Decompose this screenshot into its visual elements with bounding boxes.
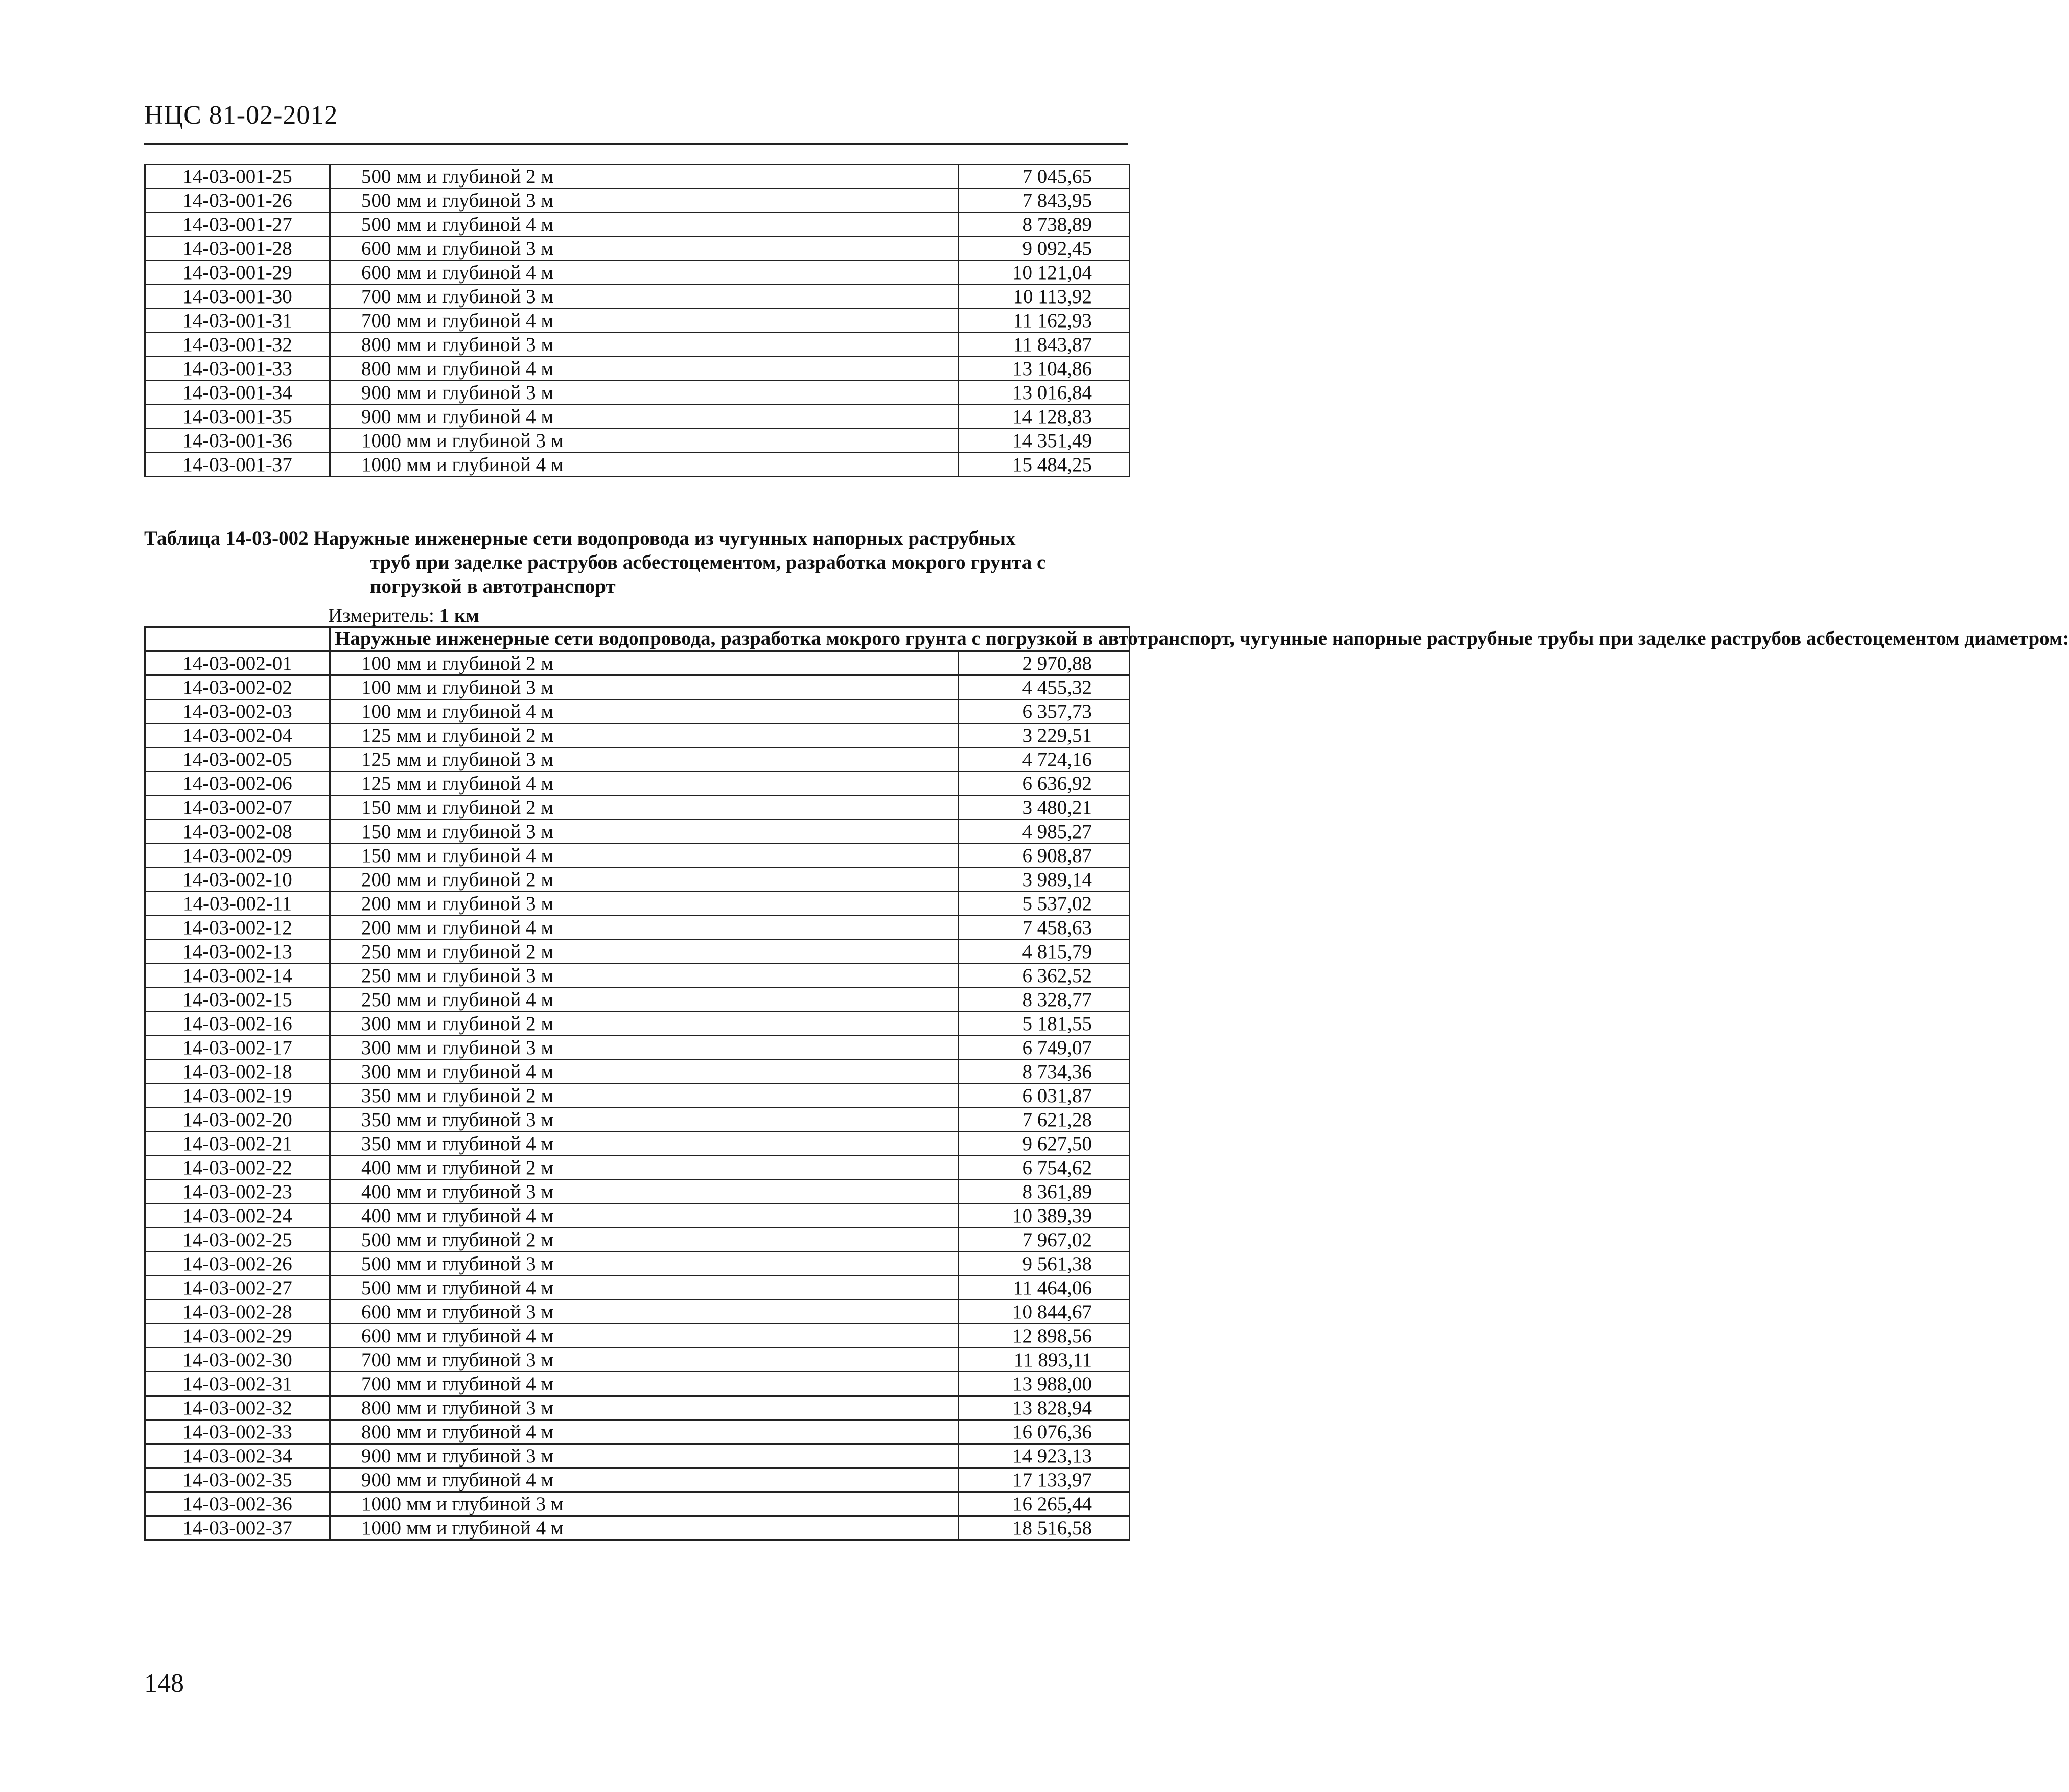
row-price: 14 351,49 bbox=[959, 429, 1130, 453]
table-row bbox=[145, 820, 1130, 844]
row-price: 8 328,77 bbox=[959, 988, 1130, 1012]
table-row bbox=[145, 405, 1130, 429]
table-row bbox=[145, 309, 1130, 333]
group-heading-row bbox=[145, 627, 1130, 651]
row-description: 100 мм и глубиной 3 м bbox=[330, 676, 959, 700]
row-description: 300 мм и глубиной 2 м bbox=[330, 1012, 959, 1036]
row-description: 1000 мм и глубиной 3 м bbox=[330, 1492, 959, 1516]
row-code: 14-03-002-02 bbox=[145, 676, 330, 700]
table-row bbox=[145, 189, 1130, 213]
row-code: 14-03-002-35 bbox=[145, 1468, 330, 1492]
row-price: 6 031,87 bbox=[959, 1084, 1130, 1108]
row-code: 14-03-001-33 bbox=[145, 357, 330, 381]
table-row bbox=[145, 1516, 1130, 1540]
table-row bbox=[145, 1276, 1130, 1300]
row-price: 6 636,92 bbox=[959, 772, 1130, 796]
row-code: 14-03-002-15 bbox=[145, 988, 330, 1012]
row-price: 3 480,21 bbox=[959, 796, 1130, 820]
row-price: 9 627,50 bbox=[959, 1132, 1130, 1156]
row-description: 300 мм и глубиной 3 м bbox=[330, 1036, 959, 1060]
row-code: 14-03-001-25 bbox=[145, 165, 330, 189]
table-row bbox=[145, 892, 1130, 916]
row-description: 900 мм и глубиной 3 м bbox=[330, 381, 959, 405]
row-code: 14-03-002-20 bbox=[145, 1108, 330, 1132]
row-description: 700 мм и глубиной 3 м bbox=[330, 1348, 959, 1372]
table-row bbox=[145, 1348, 1130, 1372]
row-description: 800 мм и глубиной 3 м bbox=[330, 1396, 959, 1420]
row-code: 14-03-002-33 bbox=[145, 1420, 330, 1444]
row-code: 14-03-002-29 bbox=[145, 1324, 330, 1348]
row-description: 1000 мм и глубиной 4 м bbox=[330, 453, 959, 477]
row-price: 8 361,89 bbox=[959, 1180, 1130, 1204]
row-description: 500 мм и глубиной 2 м bbox=[330, 165, 959, 189]
row-description: 700 мм и глубиной 4 м bbox=[330, 309, 959, 333]
row-code: 14-03-002-03 bbox=[145, 700, 330, 724]
row-code: 14-03-001-37 bbox=[145, 453, 330, 477]
row-code: 14-03-002-10 bbox=[145, 868, 330, 892]
table-row bbox=[145, 429, 1130, 453]
table-row bbox=[145, 453, 1130, 477]
table-row bbox=[145, 1084, 1130, 1108]
row-price: 7 967,02 bbox=[959, 1228, 1130, 1252]
table-row bbox=[145, 964, 1130, 988]
row-description: 400 мм и глубиной 2 м bbox=[330, 1156, 959, 1180]
row-description: 900 мм и глубиной 3 м bbox=[330, 1444, 959, 1468]
table-row bbox=[145, 213, 1130, 237]
row-price: 4 724,16 bbox=[959, 748, 1130, 772]
table-row bbox=[145, 772, 1130, 796]
page-number: 148 bbox=[144, 1669, 184, 1698]
row-price: 10 844,67 bbox=[959, 1300, 1130, 1324]
table2-body bbox=[145, 627, 2069, 1540]
header-rule bbox=[144, 143, 1128, 145]
table-row bbox=[145, 261, 1130, 285]
row-price: 9 561,38 bbox=[959, 1252, 1130, 1276]
row-code: 14-03-001-31 bbox=[145, 309, 330, 333]
table-row bbox=[145, 1036, 1130, 1060]
row-price: 14 128,83 bbox=[959, 405, 1130, 429]
table2-unit bbox=[328, 604, 479, 627]
row-description: 350 мм и глубиной 2 м bbox=[330, 1084, 959, 1108]
row-price: 16 076,36 bbox=[959, 1420, 1130, 1444]
row-code: 14-03-002-36 bbox=[145, 1492, 330, 1516]
row-description: 800 мм и глубиной 4 м bbox=[330, 1420, 959, 1444]
row-description: 400 мм и глубиной 4 м bbox=[330, 1204, 959, 1228]
row-price: 8 734,36 bbox=[959, 1060, 1130, 1084]
group-heading: Наружные инженерные сети водопровода, разработка мокрого грунта с погрузкой в автотранспорт, чугунные напорные раструбные трубы при заделке раструбов асбестоцементом диаметром: bbox=[330, 627, 1130, 651]
table-row bbox=[145, 381, 1130, 405]
table-row bbox=[145, 1180, 1130, 1204]
row-code: 14-03-002-34 bbox=[145, 1444, 330, 1468]
row-description: 200 мм и глубиной 3 м bbox=[330, 892, 959, 916]
row-price: 7 045,65 bbox=[959, 165, 1130, 189]
row-description: 600 мм и глубиной 3 м bbox=[330, 1300, 959, 1324]
row-description: 600 мм и глубиной 3 м bbox=[330, 237, 959, 261]
row-price: 6 754,62 bbox=[959, 1156, 1130, 1180]
document-code: НЦС 81-02-2012 bbox=[144, 101, 338, 130]
row-code: 14-03-002-30 bbox=[145, 1348, 330, 1372]
table-row bbox=[145, 1204, 1130, 1228]
row-price: 11 893,11 bbox=[959, 1348, 1130, 1372]
row-code: 14-03-002-12 bbox=[145, 916, 330, 940]
row-description: 100 мм и глубиной 4 м bbox=[330, 700, 959, 724]
row-price: 6 362,52 bbox=[959, 964, 1130, 988]
row-description: 500 мм и глубиной 2 м bbox=[330, 1228, 959, 1252]
row-code: 14-03-002-07 bbox=[145, 796, 330, 820]
table2-caption-title-1: Наружные инженерные сети водопровода из чугунных напорных раструбных bbox=[313, 527, 1016, 549]
table-row bbox=[145, 1012, 1130, 1036]
row-description: 250 мм и глубиной 3 м bbox=[330, 964, 959, 988]
row-description: 350 мм и глубиной 3 м bbox=[330, 1108, 959, 1132]
row-price: 16 265,44 bbox=[959, 1492, 1130, 1516]
row-code: 14-03-001-27 bbox=[145, 213, 330, 237]
row-description: 800 мм и глубиной 4 м bbox=[330, 357, 959, 381]
row-description: 1000 мм и глубиной 3 м bbox=[330, 429, 959, 453]
table-row bbox=[145, 1132, 1130, 1156]
row-code: 14-03-002-08 bbox=[145, 820, 330, 844]
table-row bbox=[145, 988, 1130, 1012]
row-code: 14-03-002-26 bbox=[145, 1252, 330, 1276]
table-row bbox=[145, 724, 1130, 748]
row-price: 13 016,84 bbox=[959, 381, 1130, 405]
row-price: 12 898,56 bbox=[959, 1324, 1130, 1348]
row-description: 600 мм и глубиной 4 м bbox=[330, 1324, 959, 1348]
row-description: 900 мм и глубиной 4 м bbox=[330, 1468, 959, 1492]
row-code: 14-03-002-21 bbox=[145, 1132, 330, 1156]
row-price: 10 113,92 bbox=[959, 285, 1130, 309]
row-description: 500 мм и глубиной 4 м bbox=[330, 213, 959, 237]
table-row bbox=[145, 844, 1130, 868]
table-row bbox=[145, 916, 1130, 940]
row-price: 10 121,04 bbox=[959, 261, 1130, 285]
row-description: 200 мм и глубиной 2 м bbox=[330, 868, 959, 892]
row-code: 14-03-002-32 bbox=[145, 1396, 330, 1420]
row-description: 150 мм и глубиной 4 м bbox=[330, 844, 959, 868]
table-row bbox=[145, 1252, 1130, 1276]
row-price: 5 181,55 bbox=[959, 1012, 1130, 1036]
row-description: 500 мм и глубиной 4 м bbox=[330, 1276, 959, 1300]
row-description: 700 мм и глубиной 4 м bbox=[330, 1372, 959, 1396]
row-description: 300 мм и глубиной 4 м bbox=[330, 1060, 959, 1084]
row-description: 125 мм и глубиной 4 м bbox=[330, 772, 959, 796]
row-code: 14-03-002-28 bbox=[145, 1300, 330, 1324]
row-code: 14-03-002-18 bbox=[145, 1060, 330, 1084]
row-description: 350 мм и глубиной 4 м bbox=[330, 1132, 959, 1156]
row-description: 250 мм и глубиной 4 м bbox=[330, 988, 959, 1012]
row-code: 14-03-002-17 bbox=[145, 1036, 330, 1060]
row-code: 14-03-001-34 bbox=[145, 381, 330, 405]
row-price: 11 464,06 bbox=[959, 1276, 1130, 1300]
row-description: 400 мм и глубиной 3 м bbox=[330, 1180, 959, 1204]
unit-label: Измеритель: bbox=[328, 604, 434, 626]
table2-caption-label: Таблица 14-03-002 bbox=[144, 527, 309, 549]
table-row bbox=[145, 333, 1130, 357]
table-row bbox=[145, 1468, 1130, 1492]
row-price: 14 923,13 bbox=[959, 1444, 1130, 1468]
row-code: 14-03-002-14 bbox=[145, 964, 330, 988]
row-description: 150 мм и глубиной 3 м bbox=[330, 820, 959, 844]
row-code: 14-03-001-32 bbox=[145, 333, 330, 357]
row-code: 14-03-002-19 bbox=[145, 1084, 330, 1108]
row-price: 13 988,00 bbox=[959, 1372, 1130, 1396]
row-description: 125 мм и глубиной 2 м bbox=[330, 724, 959, 748]
row-price: 5 537,02 bbox=[959, 892, 1130, 916]
table-row bbox=[145, 1300, 1130, 1324]
row-code: 14-03-002-04 bbox=[145, 724, 330, 748]
row-price: 3 229,51 bbox=[959, 724, 1130, 748]
table-row bbox=[145, 1108, 1130, 1132]
row-code: 14-03-002-22 bbox=[145, 1156, 330, 1180]
row-description: 100 мм и глубиной 2 м bbox=[330, 651, 959, 676]
row-price: 6 749,07 bbox=[959, 1036, 1130, 1060]
row-price: 13 828,94 bbox=[959, 1396, 1130, 1420]
row-price: 9 092,45 bbox=[959, 237, 1130, 261]
table1-body bbox=[145, 165, 1130, 477]
row-code: 14-03-001-28 bbox=[145, 237, 330, 261]
row-price: 6 908,87 bbox=[959, 844, 1130, 868]
table-row bbox=[145, 651, 1130, 676]
row-description: 1000 мм и глубиной 4 м bbox=[330, 1516, 959, 1540]
row-description: 500 мм и глубиной 3 м bbox=[330, 189, 959, 213]
row-description: 200 мм и глубиной 4 м bbox=[330, 916, 959, 940]
row-price: 11 162,93 bbox=[959, 309, 1130, 333]
row-code: 14-03-002-06 bbox=[145, 772, 330, 796]
row-price: 18 516,58 bbox=[959, 1516, 1130, 1540]
row-code: 14-03-002-27 bbox=[145, 1276, 330, 1300]
row-price: 17 133,97 bbox=[959, 1468, 1130, 1492]
table-row bbox=[145, 700, 1130, 724]
row-code: 14-03-002-01 bbox=[145, 651, 330, 676]
table2-caption-line2: труб при заделке раструбов асбестоцементом, разработка мокрого грунта с bbox=[370, 551, 1046, 573]
table-row bbox=[145, 676, 1130, 700]
row-code: 14-03-002-25 bbox=[145, 1228, 330, 1252]
row-price: 11 843,87 bbox=[959, 333, 1130, 357]
table-row bbox=[145, 357, 1130, 381]
table-row bbox=[145, 796, 1130, 820]
row-description: 600 мм и глубиной 4 м bbox=[330, 261, 959, 285]
row-price: 15 484,25 bbox=[959, 453, 1130, 477]
row-description: 800 мм и глубиной 3 м bbox=[330, 333, 959, 357]
row-price: 13 104,86 bbox=[959, 357, 1130, 381]
row-code: 14-03-002-05 bbox=[145, 748, 330, 772]
table-row bbox=[145, 1420, 1130, 1444]
row-code: 14-03-001-29 bbox=[145, 261, 330, 285]
table-row bbox=[145, 1492, 1130, 1516]
row-code: 14-03-002-09 bbox=[145, 844, 330, 868]
row-price: 7 621,28 bbox=[959, 1108, 1130, 1132]
row-description: 500 мм и глубиной 3 м bbox=[330, 1252, 959, 1276]
table-row bbox=[145, 165, 1130, 189]
table-row bbox=[145, 1372, 1130, 1396]
row-price: 10 389,39 bbox=[959, 1204, 1130, 1228]
row-price: 7 458,63 bbox=[959, 916, 1130, 940]
table2-caption-line1 bbox=[144, 526, 1128, 550]
row-price: 6 357,73 bbox=[959, 700, 1130, 724]
table-row bbox=[145, 1060, 1130, 1084]
row-code: 14-03-001-26 bbox=[145, 189, 330, 213]
unit-value: 1 км bbox=[439, 604, 479, 626]
price-table-14-03-001 bbox=[144, 164, 1130, 477]
row-code: 14-03-001-35 bbox=[145, 405, 330, 429]
row-description: 150 мм и глубиной 2 м bbox=[330, 796, 959, 820]
row-code: 14-03-002-37 bbox=[145, 1516, 330, 1540]
row-price: 3 989,14 bbox=[959, 868, 1130, 892]
row-description: 900 мм и глубиной 4 м bbox=[330, 405, 959, 429]
row-code: 14-03-002-31 bbox=[145, 1372, 330, 1396]
table-row bbox=[145, 285, 1130, 309]
table-row bbox=[145, 1444, 1130, 1468]
table-row bbox=[145, 1396, 1130, 1420]
table-row bbox=[145, 748, 1130, 772]
table-row bbox=[145, 868, 1130, 892]
row-code: 14-03-002-23 bbox=[145, 1180, 330, 1204]
row-code: 14-03-002-16 bbox=[145, 1012, 330, 1036]
row-code: 14-03-002-13 bbox=[145, 940, 330, 964]
price-table-14-03-002 bbox=[144, 626, 2069, 1541]
table2-caption bbox=[144, 526, 1128, 598]
row-price: 2 970,88 bbox=[959, 651, 1130, 676]
table-row bbox=[145, 940, 1130, 964]
row-price: 4 455,32 bbox=[959, 676, 1130, 700]
row-description: 125 мм и глубиной 3 м bbox=[330, 748, 959, 772]
row-code: 14-03-002-24 bbox=[145, 1204, 330, 1228]
table2-caption-line3: погрузкой в автотранспорт bbox=[370, 575, 616, 597]
row-code: 14-03-001-30 bbox=[145, 285, 330, 309]
group-blank-cell bbox=[145, 627, 330, 651]
row-price: 4 985,27 bbox=[959, 820, 1130, 844]
row-code: 14-03-001-36 bbox=[145, 429, 330, 453]
table-row bbox=[145, 237, 1130, 261]
table-row bbox=[145, 1228, 1130, 1252]
row-price: 8 738,89 bbox=[959, 213, 1130, 237]
row-price: 7 843,95 bbox=[959, 189, 1130, 213]
row-description: 250 мм и глубиной 2 м bbox=[330, 940, 959, 964]
table-row bbox=[145, 1156, 1130, 1180]
row-price: 4 815,79 bbox=[959, 940, 1130, 964]
table-row bbox=[145, 1324, 1130, 1348]
row-description: 700 мм и глубиной 3 м bbox=[330, 285, 959, 309]
row-code: 14-03-002-11 bbox=[145, 892, 330, 916]
